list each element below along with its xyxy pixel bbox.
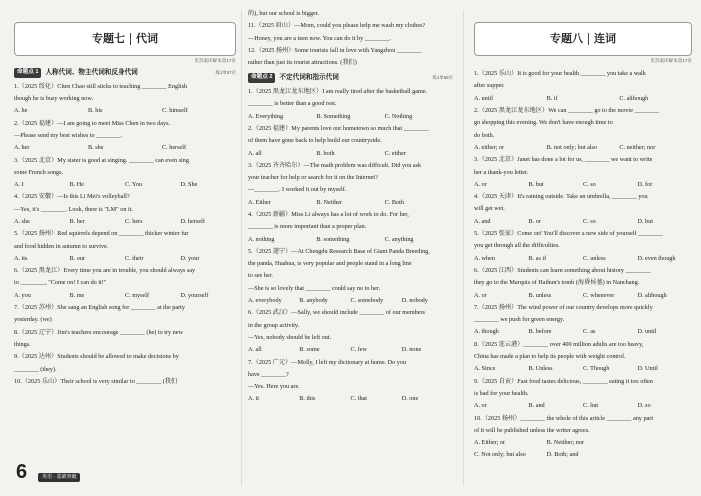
- answer-option[interactable]: B. our: [69, 254, 85, 262]
- answer-option[interactable]: C. neither; nor: [619, 143, 656, 151]
- question-text: your teacher for help or search for it on the Internet?: [248, 174, 378, 182]
- answer-options: [14, 290, 236, 302]
- answer-option[interactable]: A. or: [474, 180, 487, 188]
- answer-option[interactable]: D. one: [401, 395, 419, 403]
- question-text: 6.（2025 黑龙江）Every time you are in trouble, you should always say: [14, 267, 196, 275]
- answer-options: [474, 93, 692, 105]
- answer-option[interactable]: B. not only; but also: [546, 143, 598, 151]
- answer-options: [14, 179, 236, 191]
- answer-options: [474, 179, 692, 191]
- question-text: ________ is better than a good rest.: [248, 100, 337, 108]
- question-text: 4.（2025 天津）It's raining outside. Take an umbrella, ________ you: [474, 193, 648, 201]
- section-page-ref: 练1单57页: [215, 69, 236, 75]
- question-text: 7.（2025 苏州）She sang an English song for ________ at the party: [14, 304, 185, 312]
- question-list: [248, 8, 453, 406]
- answer-option[interactable]: A. her: [14, 144, 30, 152]
- question-text: 1.（2025 乐山）It is good for your health ________ you take a walk: [474, 70, 646, 78]
- question-text: in the group activity.: [248, 321, 300, 329]
- answer-options: [474, 216, 692, 228]
- answer-options: [474, 363, 692, 375]
- answer-option[interactable]: C. as: [583, 328, 596, 336]
- banner-separator: [130, 33, 131, 45]
- chapter-subtitle: 连词: [594, 32, 616, 45]
- answer-option[interactable]: A. I: [14, 181, 24, 189]
- answer-option[interactable]: A. she: [14, 218, 30, 225]
- question-text: her a thank-you letter.: [474, 168, 529, 176]
- question-text: 3.（2025 齐齐哈尔）—The math problem was difficult. Did you ask: [248, 161, 422, 169]
- question-text: have ________?: [248, 370, 289, 378]
- question-text: 10.（2025 扬州）________ the whole of this article ________ any part: [474, 414, 654, 422]
- section-page-ref: 练1单58页: [432, 75, 453, 81]
- answer-option[interactable]: D. Until: [637, 365, 658, 373]
- question-text: 3.（2025 北京）My sister is good at singing. ________ can even sing: [14, 156, 189, 164]
- question-text: 5.（2025 遂宁）—At Chengdu Research Base of Giant Panda Breeding,: [248, 247, 430, 255]
- answer-option[interactable]: A. you: [14, 291, 31, 299]
- answer-option[interactable]: A. all: [248, 346, 262, 354]
- question-text: 1.（2025 绥化）Chen Chao still sticks to teaching ________ English: [14, 82, 188, 90]
- banner-separator: [588, 33, 589, 45]
- question-text: go shopping this evening. We don't have enough time to: [474, 119, 613, 127]
- answer-option[interactable]: C. so: [583, 217, 596, 225]
- question-text: —Please send my best wishes to ________.: [14, 131, 123, 139]
- answer-option[interactable]: D. Both; and: [546, 451, 579, 459]
- answer-options: [248, 148, 453, 160]
- answer-options: [248, 234, 453, 246]
- answer-options: [14, 105, 236, 117]
- answer-options: [248, 197, 453, 209]
- answer-option[interactable]: C. that: [350, 395, 367, 403]
- question-text: ________ we push for green energy.: [474, 316, 565, 324]
- chapter-subtitle: 代词: [136, 32, 158, 45]
- question-text: 10.（2025 乐山）Their school is very similar to ________ (我们: [14, 377, 178, 385]
- question-text: 2.（2025 黑龙江龙东地区）We can ________ go to the movie ________: [474, 107, 660, 115]
- column-middle: [248, 8, 453, 488]
- answer-option[interactable]: A. all: [248, 149, 262, 157]
- answer-option[interactable]: B. anybody: [299, 297, 328, 305]
- answer-options: [474, 437, 692, 449]
- question-text: the panda, Huahua, is very popular and people stand in a long line: [248, 260, 412, 268]
- answer-option[interactable]: B. she: [88, 144, 104, 152]
- question-text: 6.（2025 江西）Students can learn something about history ________: [474, 266, 651, 274]
- question-text: rather than just its tourist attractions. (我们): [248, 59, 357, 67]
- answer-option[interactable]: B. if: [546, 94, 558, 102]
- question-text: China has made a plan to help its people with weight control.: [474, 353, 626, 361]
- answer-option[interactable]: A. Either; or: [474, 439, 506, 447]
- question-text: 11.（2025 眉山）—Mom, could you please help me wash my clothes?: [248, 22, 426, 30]
- answer-option[interactable]: D. for: [637, 180, 653, 188]
- answer-option[interactable]: B. both: [316, 149, 335, 157]
- column-left: [14, 8, 236, 488]
- answer-option[interactable]: A. he: [14, 107, 28, 115]
- answer-option[interactable]: C. whenever: [583, 291, 615, 299]
- section-title: 不定代词和指示代词: [279, 73, 339, 81]
- answer-option[interactable]: C. unless: [583, 254, 606, 262]
- answer-option[interactable]: A. Everything: [248, 112, 284, 120]
- chapter-title: 专题八: [550, 32, 583, 45]
- answer-option[interactable]: B. her: [69, 218, 85, 225]
- question-text: 7.（2025 广元）—Molly, I left my dictionary at home. Do you: [248, 358, 407, 366]
- question-text: they go to the Marquis of Haihun's tomb (海昏侯墓) in Nanchang.: [474, 279, 640, 287]
- answer-option[interactable]: B. as if: [528, 254, 547, 262]
- question-list: [474, 68, 692, 462]
- column-right: [474, 8, 692, 488]
- section-badge: 命题点 2: [248, 73, 275, 83]
- answer-options: [474, 400, 692, 412]
- answer-option[interactable]: D. She: [180, 181, 198, 189]
- question-text: you get through all the difficulties.: [474, 242, 560, 250]
- answer-option[interactable]: B. me: [69, 291, 85, 299]
- answer-option[interactable]: C. somebody: [350, 297, 384, 305]
- answer-option[interactable]: C. himself: [162, 107, 188, 115]
- answer-option[interactable]: A. or: [474, 402, 487, 410]
- answer-reference: 见答案详解本第17页: [650, 58, 692, 63]
- chapter-banner: [14, 22, 236, 56]
- answer-option[interactable]: A. its: [14, 254, 28, 262]
- answer-option[interactable]: D. none: [401, 346, 422, 354]
- question-text: ________ is more important than a proper plan.: [248, 223, 367, 231]
- answer-options: [248, 393, 453, 405]
- question-text: 2.（2025 福建）My parents love our hometown so much that ________: [248, 124, 429, 132]
- answer-options: [474, 290, 692, 302]
- answer-option[interactable]: B. some: [299, 346, 320, 354]
- answer-option[interactable]: A. and: [474, 217, 491, 225]
- answer-option[interactable]: C. You: [125, 181, 143, 189]
- answer-option[interactable]: C. few: [350, 346, 367, 354]
- answer-option[interactable]: A. until: [474, 94, 493, 102]
- answer-option[interactable]: B. unless: [528, 291, 552, 299]
- question-text: some French songs.: [14, 168, 63, 176]
- answer-option[interactable]: B. but: [528, 180, 544, 188]
- question-text: —Yes. Here you are.: [248, 383, 300, 391]
- answer-options: [474, 253, 692, 265]
- answer-option[interactable]: C. myself: [125, 291, 150, 299]
- question-text: 9.（2025 达州）Students should be allowed to make decisions by: [14, 353, 179, 361]
- answer-reference: 见答案详解本第17页: [194, 58, 236, 63]
- answer-option[interactable]: A. everybody: [248, 297, 282, 305]
- question-text: is bad for your health.: [474, 389, 529, 397]
- question-text: 7.（2025 扬州）The wind power of our country develops more quickly: [474, 303, 653, 311]
- answer-option[interactable]: D. your: [180, 254, 200, 262]
- question-text: after supper.: [474, 82, 505, 90]
- answer-option[interactable]: A. when: [474, 254, 495, 262]
- chapter-title: 专题七: [92, 32, 125, 45]
- answer-option[interactable]: B. this: [299, 395, 316, 403]
- answer-options: [248, 111, 453, 123]
- section-header: [248, 73, 453, 83]
- question-text: do both.: [474, 131, 495, 139]
- answer-option[interactable]: A. it: [248, 395, 260, 403]
- question-text: ________ (they).: [14, 365, 57, 373]
- question-text: yesterday. (we): [14, 316, 52, 324]
- answer-option[interactable]: A. Either: [248, 198, 271, 206]
- question-text: —Yes, it's ________. Look, there is "LM" on it.: [14, 205, 133, 213]
- answer-option[interactable]: C. their: [125, 254, 144, 262]
- answer-options: [474, 142, 692, 154]
- answer-option[interactable]: B. Unless: [528, 365, 553, 373]
- answer-option[interactable]: C. although: [619, 94, 649, 102]
- section-title: 人称代词、物主代词和反身代词: [45, 68, 138, 76]
- question-text: of it will be published unless the writer agrees.: [474, 426, 590, 434]
- answer-option[interactable]: B. and: [528, 402, 545, 410]
- answer-option[interactable]: A. either; or: [474, 143, 505, 151]
- question-text: and food hidden in autumn to survive.: [14, 242, 109, 250]
- question-text: 4.（2025 安徽）—Is this Li Mei's volleyball?: [14, 193, 130, 201]
- question-text: will get wet.: [474, 205, 505, 213]
- answer-option[interactable]: D. nobody: [401, 297, 428, 305]
- answer-option[interactable]: C. herself: [162, 144, 187, 152]
- answer-option[interactable]: D. herself: [180, 218, 205, 225]
- footer-tag: 英语 · 基础突破: [38, 473, 80, 482]
- answer-option[interactable]: B. Neither; nor: [546, 439, 584, 447]
- column-divider: [463, 10, 464, 486]
- question-text: to ________, "Come on! I can do it!": [14, 279, 107, 287]
- answer-options: [14, 253, 236, 265]
- question-text: 8.（2025 辽宁）Jim's teachers encourage ________ (he) to try new: [14, 328, 183, 336]
- page-number: 6: [16, 461, 28, 483]
- question-text: 的), but our school is bigger.: [248, 10, 319, 17]
- answer-option[interactable]: C. anything: [384, 235, 414, 243]
- question-text: 5.（2025 扬州）Red squirrels depend on ________ thicker winter fur: [14, 230, 189, 238]
- answer-option[interactable]: D. until: [637, 328, 657, 336]
- question-text: —Honey, you are a teen now. You can do it by ________.: [248, 34, 392, 42]
- answer-option[interactable]: B. something: [316, 235, 350, 243]
- question-text: though he is busy working now.: [14, 95, 94, 103]
- question-text: 3.（2025 北京）Janet has done a lot for us, ________ we want to write: [474, 156, 653, 164]
- answer-option[interactable]: C. but: [583, 402, 599, 410]
- column-divider: [241, 10, 242, 486]
- answer-option[interactable]: C. hers: [125, 218, 143, 225]
- answer-option[interactable]: D. yourself: [180, 291, 209, 299]
- chapter-banner: [474, 22, 692, 56]
- question-text: 4.（2025 新疆）Miss Li always has a lot of work to do. For her,: [248, 211, 409, 218]
- answer-option[interactable]: B. He: [69, 181, 84, 189]
- section-badge: 命题点 1: [14, 68, 41, 78]
- question-text: of them have gone back to help build our countryside.: [248, 137, 382, 145]
- answer-option[interactable]: B. Neither: [316, 198, 343, 206]
- question-text: 6.（2025 武汉）—Sally, we should include ________ of our members: [248, 309, 425, 317]
- answer-options: [474, 326, 692, 338]
- question-text: 2.（2025 福建）—I am going to meet Miss Chen in two days.: [14, 119, 171, 127]
- answer-option[interactable]: C. Not only; but also: [474, 451, 526, 459]
- answer-option[interactable]: A. or: [474, 291, 487, 299]
- question-text: 12.（2025 扬州）Some tourists fall in love with Yangzhou ________: [248, 46, 422, 54]
- question-text: to see her.: [248, 272, 273, 280]
- question-text: —________. I worked it out by myself.: [248, 186, 347, 194]
- answer-option[interactable]: D. so: [637, 402, 651, 410]
- answer-option[interactable]: A. though: [474, 328, 499, 336]
- answer-options: [248, 295, 453, 307]
- answer-options: [14, 216, 236, 228]
- question-list: [14, 81, 236, 388]
- answer-option[interactable]: B. or: [528, 217, 541, 225]
- answer-options: [14, 142, 236, 154]
- answer-option[interactable]: A. nothing: [248, 235, 275, 243]
- answer-option[interactable]: C. Both: [384, 198, 404, 206]
- answer-option[interactable]: [619, 437, 692, 449]
- question-text: 8.（2025 连云港）________ over 400 million adults are too heavy,: [474, 340, 644, 348]
- answer-option[interactable]: D. although: [637, 291, 667, 299]
- question-text: 1.（2025 黑龙江龙东地区）I am really tired after the basketball game.: [248, 88, 428, 96]
- question-text: 9.（2025 自贡）Fast food tastes delicious, ________ eating it too often: [474, 377, 653, 385]
- answer-option[interactable]: [619, 449, 692, 461]
- section-header: [14, 68, 236, 78]
- question-text: —Yes, nobody should be left out.: [248, 333, 332, 341]
- answer-options: [474, 449, 692, 461]
- answer-option[interactable]: D. even though: [637, 254, 676, 262]
- answer-option[interactable]: C. either: [384, 149, 406, 157]
- answer-option[interactable]: C. Though: [583, 365, 610, 373]
- answer-option[interactable]: B. Something: [316, 112, 351, 120]
- answer-option[interactable]: A. Since: [474, 365, 496, 373]
- answer-option[interactable]: C. Nothing: [384, 112, 413, 120]
- question-text: things.: [14, 340, 31, 348]
- answer-option[interactable]: C. so: [583, 180, 596, 188]
- answer-option[interactable]: D. but: [637, 217, 653, 225]
- question-text: 5.（2025 张家）Come on! You'll discover a new side of yourself ________: [474, 230, 663, 238]
- answer-option[interactable]: B. his: [88, 107, 103, 115]
- question-text: —She is so lovely that ________ could say no to her.: [248, 284, 381, 292]
- answer-options: [248, 344, 453, 356]
- answer-option[interactable]: B. before: [528, 328, 552, 336]
